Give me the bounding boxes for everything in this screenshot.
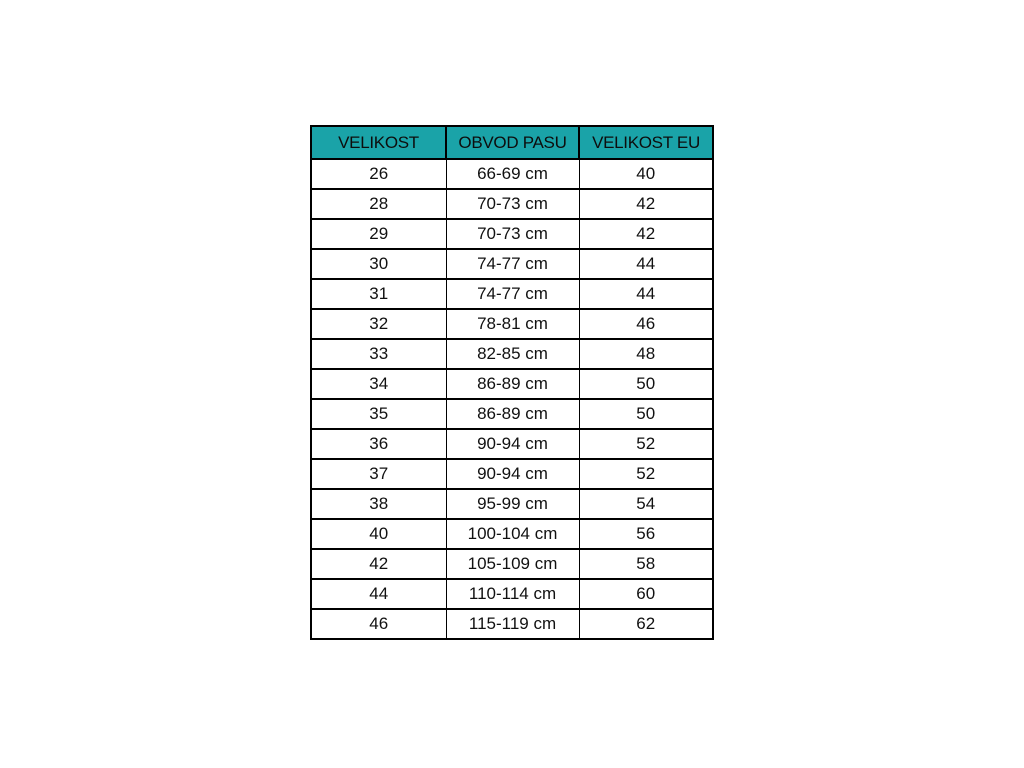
cell-size: 35 [311,399,446,429]
table-row [311,159,713,189]
cell-eu-size: 62 [579,609,713,639]
cell-eu-size: 58 [579,549,713,579]
table-row [311,369,713,399]
table-body [311,159,713,639]
cell-size: 32 [311,309,446,339]
cell-eu-size: 42 [579,219,713,249]
cell-waist: 110-114 cm [446,579,579,609]
cell-eu-size: 50 [579,369,713,399]
cell-eu-size: 44 [579,279,713,309]
cell-waist: 95-99 cm [446,489,579,519]
cell-waist: 86-89 cm [446,369,579,399]
cell-waist: 78-81 cm [446,309,579,339]
table-row [311,429,713,459]
cell-eu-size: 44 [579,249,713,279]
cell-eu-size: 54 [579,489,713,519]
cell-waist: 90-94 cm [446,429,579,459]
cell-size: 38 [311,489,446,519]
cell-size: 28 [311,189,446,219]
cell-waist: 70-73 cm [446,189,579,219]
table-row [311,609,713,639]
cell-size: 37 [311,459,446,489]
cell-eu-size: 50 [579,399,713,429]
cell-waist: 100-104 cm [446,519,579,549]
table-row [311,309,713,339]
cell-eu-size: 40 [579,159,713,189]
cell-eu-size: 60 [579,579,713,609]
table-row [311,189,713,219]
cell-size: 29 [311,219,446,249]
cell-waist: 86-89 cm [446,399,579,429]
table-row [311,249,713,279]
cell-waist: 74-77 cm [446,249,579,279]
table-row [311,519,713,549]
cell-waist: 105-109 cm [446,549,579,579]
cell-waist: 90-94 cm [446,459,579,489]
header-velikost: VELIKOST [311,126,446,159]
cell-size: 42 [311,549,446,579]
cell-size: 30 [311,249,446,279]
table-row [311,399,713,429]
cell-size: 31 [311,279,446,309]
cell-size: 26 [311,159,446,189]
cell-eu-size: 46 [579,309,713,339]
table-header [311,126,713,159]
cell-waist: 82-85 cm [446,339,579,369]
cell-waist: 70-73 cm [446,219,579,249]
cell-waist: 66-69 cm [446,159,579,189]
table-row [311,279,713,309]
cell-size: 36 [311,429,446,459]
table-row [311,459,713,489]
cell-size: 34 [311,369,446,399]
header-obvod-pasu: OBVOD PASU [446,126,579,159]
header-velikost-eu: VELIKOST EU [579,126,713,159]
table-row [311,579,713,609]
table-row [311,219,713,249]
cell-size: 33 [311,339,446,369]
table-row [311,489,713,519]
cell-eu-size: 52 [579,429,713,459]
cell-size: 46 [311,609,446,639]
cell-waist: 74-77 cm [446,279,579,309]
size-chart-table [310,125,714,640]
cell-eu-size: 52 [579,459,713,489]
cell-eu-size: 56 [579,519,713,549]
table-row [311,549,713,579]
cell-eu-size: 48 [579,339,713,369]
cell-size: 44 [311,579,446,609]
table-row [311,339,713,369]
cell-waist: 115-119 cm [446,609,579,639]
cell-eu-size: 42 [579,189,713,219]
cell-size: 40 [311,519,446,549]
header-row [311,126,713,159]
